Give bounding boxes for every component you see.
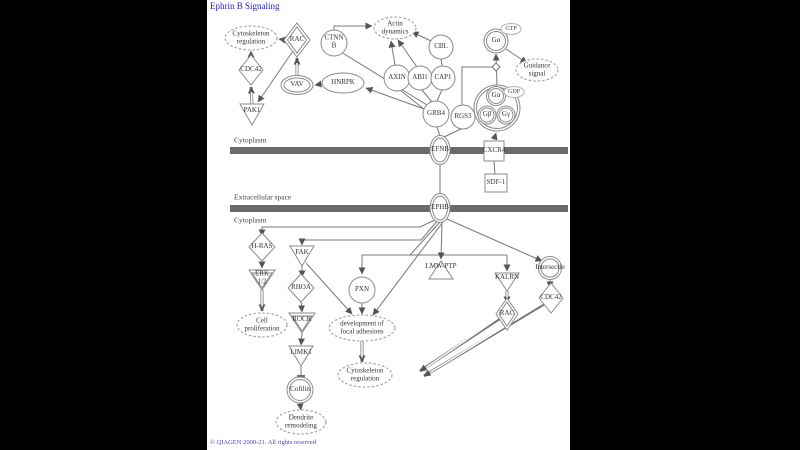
edge-junction-diamond: [492, 63, 500, 71]
label-cytoskeleton-regulation-bottom: Cytoskeleton regulation: [346, 366, 384, 382]
membranes: [230, 147, 568, 212]
label-efnb: EFNB: [431, 145, 449, 154]
label-cap1: CAP1: [434, 73, 452, 82]
node-dendrite-remodeling[interactable]: [276, 410, 326, 434]
label-kalrn: KALRN: [494, 273, 520, 282]
node-cytoskeleton-regulation-bottom[interactable]: [338, 363, 392, 387]
edge-ephb-fak: [302, 220, 438, 245]
label-intersectin: Intersectin: [535, 263, 565, 272]
label-rhoa: RHOA: [291, 283, 311, 292]
label-development-focal-adhesions: development of focal adhesions: [340, 319, 384, 335]
edge-cap1-grb4: [437, 90, 442, 101]
region-label-cytoplasm-bottom: Cytoplasm: [234, 215, 267, 225]
node-axin[interactable]: [384, 65, 410, 91]
node-cbl[interactable]: [429, 35, 453, 59]
region-label-cytoplasm-top: Cytoplasm: [234, 135, 267, 145]
copyright-notice: © QIAGEN 2000-21. All rights reserved: [210, 439, 317, 446]
label-cxcr4: CXCR4: [482, 146, 506, 155]
edge-pak1-cdc42: [251, 87, 252, 104]
edge-cxcr4-complex: [494, 133, 496, 140]
label-cofilin: Cofilin: [290, 385, 310, 394]
label-rac-bottom: RAC: [499, 309, 515, 318]
region-label-extracellular: Extracellular space: [234, 192, 292, 202]
label-cdc42-bottom: CDC42: [540, 293, 562, 302]
node-cofilin[interactable]: [287, 377, 313, 403]
node-g-beta[interactable]: [478, 106, 496, 124]
label-ephb: EPHB: [431, 203, 449, 212]
label-gtp-tag: GTP: [505, 25, 517, 32]
edge-ephb-hras: [262, 219, 437, 236]
node-grb4[interactable]: [423, 101, 449, 127]
label-axin: AXIN: [388, 73, 406, 82]
edge-ephb-focaladhesions: [373, 222, 443, 315]
node-hnrpk[interactable]: [322, 73, 364, 93]
node-cytoskeleton-regulation-top[interactable]: [225, 26, 277, 50]
node-abi1[interactable]: [408, 66, 432, 90]
edge-rock-limk1: [301, 333, 302, 345]
edge-abi1-grb4: [422, 90, 432, 102]
node-limk1[interactable]: [289, 346, 313, 366]
edge-cdc42-cytoskeleton-bottom: [424, 303, 544, 376]
node-rgs3[interactable]: [451, 105, 475, 129]
label-lmw-ptp: LMW-PTP: [425, 262, 457, 271]
node-cell-proliferation[interactable]: [237, 313, 287, 337]
membrane-bar-top: [230, 147, 568, 154]
tag-gtp: [501, 24, 521, 35]
node-pak1[interactable]: [240, 104, 264, 125]
edge-axin-actin: [391, 41, 395, 65]
node-hras[interactable]: [249, 233, 275, 261]
node-cap1[interactable]: [431, 66, 455, 90]
node-ga-gtp[interactable]: [484, 24, 521, 54]
node-fak[interactable]: [290, 246, 314, 266]
label-ga-complex: Gα: [491, 91, 501, 100]
node-rac-top[interactable]: [284, 23, 310, 57]
edge-ephb-lmwptp: [441, 222, 442, 259]
edge-rgs3-efnb: [444, 129, 461, 137]
label-fak: FAK: [295, 248, 309, 257]
node-erk12[interactable]: [249, 270, 275, 290]
label-g-gamma: Gγ: [501, 110, 511, 119]
label-cbl: CBL: [434, 42, 448, 51]
nodes: [225, 17, 563, 434]
label-cell-proliferation: Cell proliferation: [244, 316, 280, 332]
edge-sdf1-cxcr4: [494, 161, 495, 174]
label-gdp-tag: GDP: [507, 88, 521, 95]
edge-ctnn-actin: [334, 26, 372, 30]
label-ctnn: CTNN B: [324, 33, 344, 49]
label-cytoskeleton-regulation-top: Cytoskeleton regulation: [232, 29, 270, 45]
label-rock: ROCK: [292, 315, 312, 324]
label-grb4: GRB4: [427, 109, 445, 118]
label-rgs3: RGS3: [454, 112, 472, 121]
node-g-protein-complex[interactable]: [474, 85, 524, 131]
label-g-beta: Gβ: [482, 110, 492, 119]
node-rock[interactable]: [289, 313, 315, 333]
label-dendrite-remodeling: Dendrite remodeling: [285, 413, 317, 429]
label-abi1: ABI1: [412, 73, 428, 82]
edge-cbl-actin: [412, 32, 431, 41]
label-ga-gtp: Gα: [491, 36, 501, 45]
node-pxn[interactable]: [349, 277, 375, 303]
label-limk1: LIMK1: [290, 348, 312, 357]
label-erk12: ERK 1/2: [255, 269, 269, 285]
label-hras: H-RAS: [251, 242, 273, 251]
label-rac-top: RAC: [289, 35, 305, 44]
node-cdc42-top[interactable]: [239, 55, 263, 85]
node-ctnn[interactable]: [321, 30, 347, 56]
edge-axin-grb4: [400, 90, 425, 110]
node-rhoa[interactable]: [288, 274, 314, 302]
node-rac-bottom[interactable]: [496, 298, 518, 330]
node-sdf1[interactable]: [485, 174, 507, 192]
node-actin-dynamics[interactable]: [374, 17, 416, 39]
node-ephb[interactable]: [430, 194, 450, 223]
edge-rac-pak1: [258, 51, 293, 102]
label-guidance-signal: Guidance signal: [523, 61, 551, 77]
node-efnb[interactable]: [430, 136, 450, 165]
membrane-bar-bottom: [230, 205, 568, 212]
node-guidance-signal[interactable]: [516, 59, 558, 81]
label-sdf1: SDF-1: [486, 178, 506, 187]
node-cxcr4[interactable]: [484, 141, 504, 161]
node-g-gamma[interactable]: [497, 106, 515, 124]
label-vav: VAV: [290, 80, 304, 89]
label-pak1: PAK1: [243, 106, 261, 115]
node-kalrn[interactable]: [495, 273, 519, 291]
node-vav[interactable]: [281, 76, 313, 95]
node-intersectin[interactable]: [539, 257, 562, 280]
label-actin-dynamics: Actin dynamics: [381, 19, 409, 35]
page-title[interactable]: Ephrin B Signaling: [210, 1, 280, 11]
edge-hnrpk-vav: [315, 84, 322, 85]
edge-grb4-efnb: [437, 127, 440, 136]
edge-abi1-actin: [398, 40, 417, 67]
label-hnrpk: HNRPK: [331, 78, 355, 87]
edge-cbl-cap1: [441, 59, 442, 66]
node-lmw-ptp[interactable]: [429, 261, 453, 279]
label-pxn: PXN: [354, 285, 370, 294]
node-development-focal-adhesions[interactable]: [329, 315, 395, 341]
label-cdc42-top: CDC42: [240, 65, 262, 74]
node-cdc42-bottom[interactable]: [539, 283, 563, 313]
tag-gdp: [504, 87, 524, 98]
edge-rac-cytoskeleton-bottom: [420, 318, 499, 371]
edge-cofilin-dendrite: [300, 403, 301, 410]
